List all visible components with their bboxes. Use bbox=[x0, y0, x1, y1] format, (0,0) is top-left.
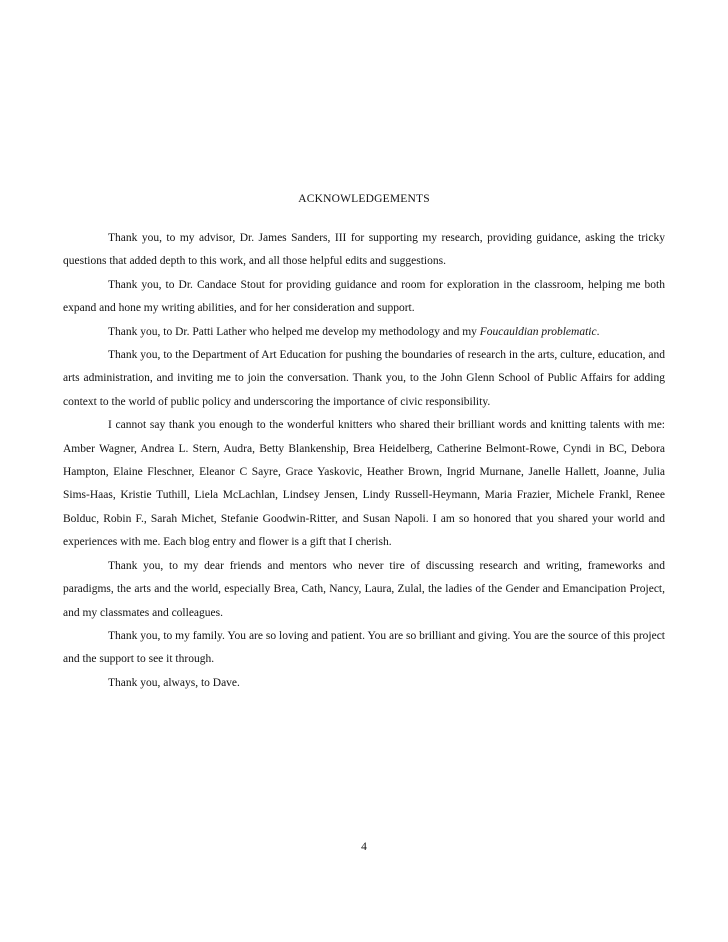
paragraph-dave: Thank you, always, to Dave. bbox=[108, 676, 240, 689]
paragraph-family: Thank you, to my family. You are so loving and patient. You are so brilliant and giving. You are the source of this project and the support to see it through. bbox=[63, 629, 665, 666]
page-number: 4 bbox=[361, 841, 367, 853]
page-title: ACKNOWLEDGEMENTS bbox=[298, 193, 430, 205]
paragraph-department: Thank you, to the Department of Art Education for pushing the boundaries of research in the arts, culture, education, and arts administration, and inviting me to join the conversation. Thank you, to the John Glenn School of Public Affairs for adding context to the world of public policy and underscoring the importance of civic responsibility. bbox=[63, 349, 665, 408]
paragraph-advisor: Thank you, to my advisor, Dr. James Sanders, III for supporting my research, providing guidance, asking the tricky questions that added depth to this work, and all those helpful edits and suggestions. bbox=[63, 232, 665, 268]
paragraph-lather bbox=[63, 321, 665, 344]
acknowledgements-body bbox=[63, 227, 665, 695]
paragraph-lather-text: Thank you, to Dr. Patti Lather who helped me develop my methodology and my bbox=[108, 325, 480, 338]
emphasis-text: Foucauldian problematic bbox=[479, 325, 597, 338]
paragraph-stout: Thank you, to Dr. Candace Stout for providing guidance and room for exploration in the classroom, helping me both expand and hone my writing abilities, and for her consideration and support. bbox=[63, 278, 665, 315]
paragraph-lather-end: . bbox=[596, 325, 600, 338]
paragraph-knitters: I cannot say thank you enough to the wonderful knitters who shared their brilliant words and knitting talents with me: Amber Wagner, Andrea L. Stern, Audra, Betty Blankenship, Brea Heidelberg, Catherine Belmont-Rowe, Cyndi in BC, Debora Hampton, Elaine Fleschner, Eleanor C Sayre, Grace Yaskovic, Heather Brown, Ingrid Murnane, Janelle Hallett, Joanne, Julia Sims-Haas, Kristie Tuthill, Liela McLachlan, Lindsey Jensen, Lindy Russell-Heymann, Maria Frazier, Michele Frankl, Renee Bolduc, Robin F., Sarah Michet, Stefanie Goodwin-Ritter, and Susan Napoli. I am so honored that you shared your world and experiences with me. Each blog entry and flower is a gift that I cherish. bbox=[63, 419, 665, 549]
paragraph-friends: Thank you, to my dear friends and mentors who never tire of discussing research and writing, frameworks and paradigms, the arts and the world, especially Brea, Cath, Nancy, Laura, Zulal, the ladies of the Gender and Emancipation Project, and my classmates and colleagues. bbox=[63, 559, 665, 619]
